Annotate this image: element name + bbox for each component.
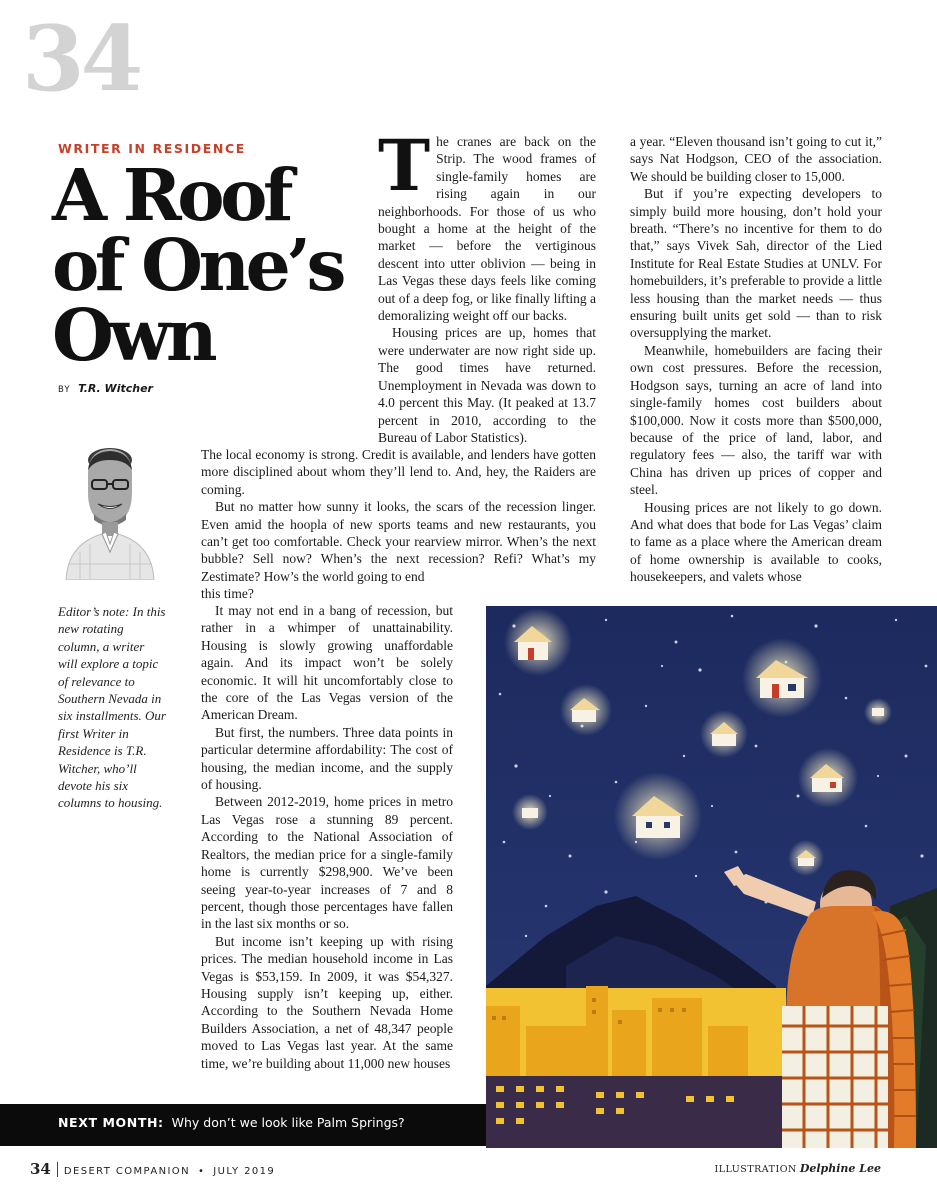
- next-month-teaser: Why don’t we look like Palm Springs?: [171, 1115, 405, 1130]
- floating-house: [864, 698, 892, 726]
- article-paragraph: Meanwhile, homebuilders are facing their own cost pressures. Before the recession, Hodgson says, turning an acre of land into single-family homes cost builders about $100,000. Now it costs more than $500,000, because of the price of land, labor, and regulatory fees — also, the tariff war with China has driven up prices of copper and steel.: [630, 342, 882, 498]
- footer-magazine-name: DESERT COMPANION: [63, 1166, 190, 1177]
- article-paragraph: It may not end in a bang of recession, but rather in a whimper of unattainability. Housing is slowly growing unaffordable again. And its impact won’t be solely economic. It will hit uncomfortably close to the core of the Las Vegas version of the American Dream.: [201, 603, 453, 723]
- floating-house: [700, 710, 748, 758]
- article-paragraph: The local economy is strong. Credit is available, and lenders have gotten more disciplined about whom they’ll lend to. And, hey, the Raiders are coming.: [201, 447, 596, 497]
- article-paragraph: But income isn’t keeping up with rising prices. The median household income in Las Vegas is $53,159. In 2009, it was $54,327. Housing supply isn’t keeping up, either. According to the Southern Nevada Home Builders Association, a net of 48,347 people moved to Las Vegas last year. At the same time, we’re building about 11,000 new houses: [201, 933, 453, 1071]
- footer-issue-date: JULY 2019: [213, 1166, 276, 1177]
- floating-house: [614, 772, 702, 860]
- floating-house: [504, 608, 572, 676]
- article-paragraph: he cranes are back on the Strip. The wood frames of single-family homes are rising again in our neighborhoods. For those of us who bought a home at the height of the market — before the vertiginous descent into utter oblivion — being in Las Vegas these days feels like coming out of a deep fog, or like finally lifting a demoralizing weight off our backs.: [378, 134, 596, 324]
- article-column-1-wide: [201, 446, 596, 603]
- footer-bullet: •: [197, 1166, 206, 1177]
- headline-line: Own: [52, 293, 214, 377]
- author-name: T.R. Witcher: [78, 382, 153, 395]
- section-kicker: WRITER IN RESIDENCE: [58, 141, 246, 156]
- article-paragraph: But if you’re expecting developers to simply build more housing, don’t hold your breath. “There’s no incentive for them to do that,” says Vivek Sah, director of the Lied Institute for Real Estate Studies at UNLV. For homebuilders, it’s preferable to provide a little less housing than the market needs — thus ensuring built units get sold — than to risk oversupplying the market.: [630, 186, 882, 341]
- byline: [58, 382, 153, 395]
- byline-prefix: BY: [58, 385, 71, 395]
- footer-divider: [57, 1162, 58, 1177]
- article-column-2: [630, 133, 882, 586]
- page-number-large: 34: [22, 6, 140, 112]
- illustration-credit: [714, 1162, 881, 1175]
- editor-note: Editor’s note: In this new rotating column, a writer will explore a topic of relevance to Southern Nevada in six installments. Our first Writer in Residence is T.R. Witcher, who’ll devote his six columns to housing.: [58, 604, 166, 811]
- article-paragraph: Housing prices are not likely to go down. And what does that bode for Las Vegas’ claim to fame as a place where the American dream of home ownership is available to cooks, housekeepers, and valets whose: [630, 499, 882, 585]
- next-month-label: NEXT MONTH:: [58, 1115, 164, 1130]
- illustrator-name: Delphine Lee: [799, 1162, 881, 1175]
- article-headline: [52, 153, 342, 377]
- headline-line: A Roof: [52, 153, 290, 237]
- article-column-1-top: [378, 124, 596, 446]
- article-paragraph: But first, the numbers. Three data points in particular determine affordability: The cost of housing, the median income, and the supply of housing.: [201, 724, 453, 793]
- headline-line: of One’s: [52, 223, 342, 307]
- floating-house: [560, 684, 612, 736]
- floating-house: [742, 638, 822, 718]
- floating-house: [788, 840, 824, 876]
- article-paragraph: a year. “Eleven thousand isn’t going to cut it,” says Nat Hodgson, CEO of the association. We should be building closer to 15,000.: [630, 134, 882, 184]
- floating-house: [512, 794, 548, 830]
- page-footer: [30, 1160, 275, 1178]
- drop-cap: T: [378, 124, 431, 207]
- feature-illustration: [486, 606, 937, 1148]
- footer-page-number: 34: [30, 1160, 51, 1178]
- article-column-1-bottom: [201, 602, 453, 1072]
- floating-house: [798, 748, 858, 808]
- next-month-banner: [0, 1104, 486, 1146]
- article-paragraph: Between 2012-2019, home prices in metro Las Vegas rose a stunning 89 percent. According to the National Association of Realtors, the median price for a single-family home is currently $298,900. We’ve been seeing year-to-year increases of 7 and 8 percent, though those percentages have fallen in the last six months or so.: [201, 794, 453, 932]
- credit-label: ILLUSTRATION: [714, 1164, 797, 1175]
- article-paragraph: Housing prices are up, homes that were underwater are now right side up. The good times have returned. Unemployment in Nevada was down to 4.0 percent this May. (It peaked at 13.7 percent in 2010, according to the Bureau of Labor Statistics).: [378, 325, 596, 445]
- article-paragraph: this time?: [201, 586, 254, 602]
- article-paragraph: But no matter how sunny it looks, the scars of the recession linger. Even amid the hoopla of new sports teams and new restaurants, you can’t get too comfortable. Check your rearview mirror. When’s the next bubble? Sell now? When’s the next recession? Refi? What’s my Zestimate? How’s the world going to end: [201, 499, 596, 584]
- author-portrait: [60, 440, 160, 580]
